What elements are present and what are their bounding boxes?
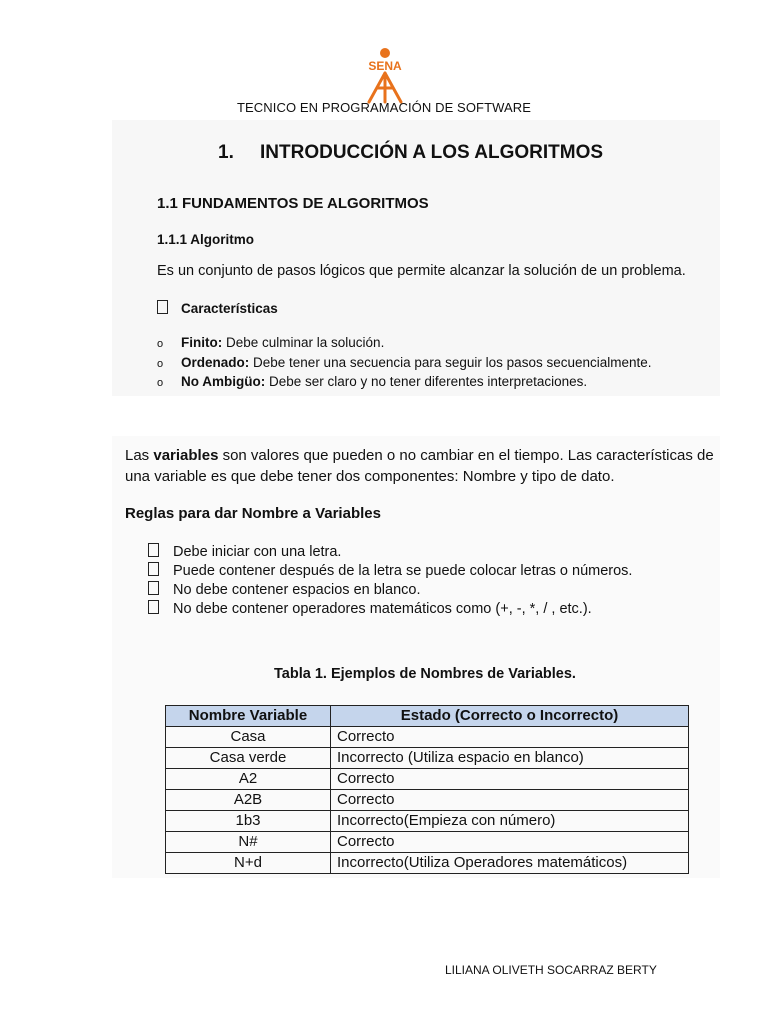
algorithm-definition: Es un conjunto de pasos lógicos que permite alcanzar la solución de un problema. <box>157 263 686 279</box>
table-cell: Casa verde <box>166 748 331 769</box>
table-cell: Correcto <box>331 832 689 853</box>
list-item <box>157 354 652 374</box>
table-cell: Correcto <box>331 790 689 811</box>
circle-bullet-icon: o <box>157 357 164 370</box>
list-item <box>148 600 632 619</box>
table-cell: Correcto <box>331 769 689 790</box>
rule-text: No debe contener espacios en blanco. <box>173 582 421 598</box>
table-cell: Incorrecto(Utiliza Operadores matemáticos) <box>331 853 689 874</box>
table-cell: N+d <box>166 853 331 874</box>
vars-intro-rest: son valores que pueden o no cambiar en el tiempo. Las características de una variable es que debe tener dos componentes: Nombre y tipo de dato. <box>125 447 714 485</box>
program-header: TECNICO EN PROGRAMACIÓN DE SOFTWARE <box>236 100 532 115</box>
section-number: 1. <box>218 142 234 163</box>
section-title <box>218 142 603 164</box>
table-cell: A2B <box>166 790 331 811</box>
table-row <box>166 769 689 790</box>
table-cell: Casa <box>166 727 331 748</box>
characteristic-desc: Debe culminar la solución. <box>222 335 385 350</box>
table-row <box>166 853 689 874</box>
table-cell: Incorrecto (Utiliza espacio en blanco) <box>331 748 689 769</box>
characteristic-desc: Debe tener una secuencia para seguir los pasos secuencialmente. <box>249 354 652 370</box>
rules-list <box>148 543 632 619</box>
table-row <box>166 748 689 769</box>
list-item <box>157 334 652 354</box>
checkbox-bullet-icon <box>148 543 159 557</box>
subheading: 1.1 FUNDAMENTOS DE ALGORITMOS <box>157 195 429 212</box>
list-item <box>148 581 632 600</box>
characteristics-list <box>157 334 652 393</box>
checkbox-bullet-icon <box>148 600 159 614</box>
table-cell: A2 <box>166 769 331 790</box>
characteristic-term: Finito: <box>181 335 223 350</box>
sena-logo <box>355 46 415 106</box>
circle-bullet-icon: o <box>157 377 164 389</box>
characteristics-label: Características <box>181 301 278 316</box>
rule-text: Debe iniciar con una letra. <box>173 544 342 560</box>
list-item <box>148 562 632 581</box>
table-header-row <box>166 706 689 727</box>
circle-bullet-icon: o <box>157 338 164 350</box>
characteristic-term: Ordenado: <box>181 354 250 370</box>
table-header-cell: Nombre Variable <box>166 706 331 727</box>
rule-text: No debe contener operadores matemáticos como (+, -, *, / , etc.). <box>173 601 592 617</box>
table-row <box>166 727 689 748</box>
table-cell: Incorrecto(Empieza con número) <box>331 811 689 832</box>
checkbox-bullet-icon <box>148 562 159 576</box>
logo-text: SENA <box>368 59 402 73</box>
vars-intro-start: Las <box>125 447 154 464</box>
subsubheading: 1.1.1 Algoritmo <box>157 232 255 247</box>
table-row <box>166 811 689 832</box>
list-item <box>148 543 632 562</box>
variables-paragraph <box>125 445 720 487</box>
characteristics-heading <box>157 300 278 316</box>
table-cell: Correcto <box>331 727 689 748</box>
author-footer: LILIANA OLIVETH SOCARRAZ BERTY <box>445 963 657 977</box>
section-title-text: INTRODUCCIÓN A LOS ALGORITMOS <box>260 142 604 163</box>
list-item <box>157 373 652 393</box>
table-cell: N# <box>166 832 331 853</box>
rules-heading: Reglas para dar Nombre a Variables <box>125 505 381 522</box>
table-header-cell: Estado (Correcto o Incorrecto) <box>331 706 689 727</box>
table-cell: 1b3 <box>166 811 331 832</box>
vars-intro-bold: variables <box>153 447 219 464</box>
checkbox-bullet-icon <box>157 300 168 314</box>
variables-table <box>165 705 689 874</box>
rule-text: Puede contener después de la letra se puede colocar letras o números. <box>173 563 633 579</box>
characteristic-term: No Ambigüo: <box>181 374 266 389</box>
characteristic-desc: Debe ser claro y no tener diferentes interpretaciones. <box>265 374 588 389</box>
table-caption: Tabla 1. Ejemplos de Nombres de Variables. <box>274 666 576 682</box>
table-row <box>166 790 689 811</box>
checkbox-bullet-icon <box>148 581 159 595</box>
table-row <box>166 832 689 853</box>
